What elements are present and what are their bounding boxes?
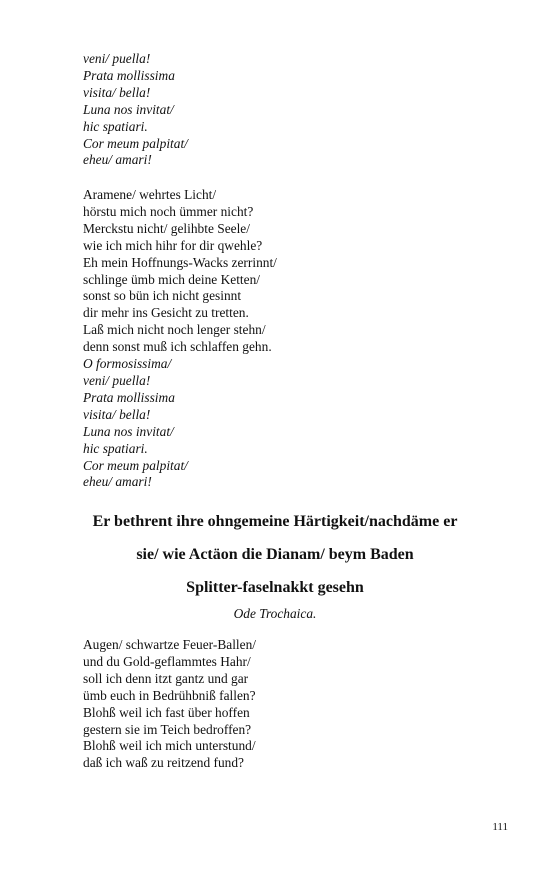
poem-line: ümb euch in Bedrühbniß fallen? [83,687,256,703]
poem-line: hic spatiari. [83,118,148,134]
latin-refrain-stanza [83,51,188,169]
poem-heading-line-2: sie/ wie Actäon die Dianam/ beym Baden [136,546,414,563]
poem-line: schlinge ümb mich deine Ketten/ [83,271,261,287]
poem-line: veni/ puella! [83,372,151,388]
aramene-stanza [83,187,277,491]
poem-line: gestern sie im Teich bedroffen? [83,721,252,737]
poem-line: eheu/ amari! [83,474,152,490]
poem-line: Aramene/ wehrtes Licht/ [83,187,217,202]
poem-line: Prata mollissima [83,389,175,405]
poem-line: Cor meum palpitat/ [83,135,188,151]
poem-line: Luna nos invitat/ [83,101,174,117]
poem-subtitle: Ode Trochaica. [233,606,317,621]
poem-line: Augen/ schwartze Feuer-Ballen/ [83,637,256,652]
poem-line: veni/ puella! [83,51,151,66]
poem-line: Blohß weil ich fast über hoffen [83,704,250,720]
poem-heading-line-3: Splitter-faselnakkt gesehn [186,579,364,596]
page-number: 111 [492,821,508,833]
poem-line: sonst so bün ich nicht gesinnt [83,288,242,304]
poem-line: dir mehr ins Gesicht zu tretten. [83,305,249,321]
poem-line: daß ich waß zu reitzend fund? [83,755,244,771]
poem-line: Prata mollissima [83,67,175,83]
poem-line: eheu/ amari! [83,152,152,168]
ode-first-stanza [83,637,256,772]
poem-line: O formosissima/ [83,356,172,372]
poem-line: hic spatiari. [83,440,148,456]
poem-line: Blohß weil ich mich unterstund/ [83,738,256,754]
poem-line: Eh mein Hoffnungs-Wacks zerrinnt/ [83,254,277,270]
poem-line: wie ich mich hihr for dir qwehle? [83,237,263,253]
poem-line: Merckstu nicht/ gelihbte Seele/ [83,220,250,236]
poem-line: Cor meum palpitat/ [83,457,188,473]
poem-line: visita/ bella! [83,84,151,100]
poem-line: Laß mich nicht noch lenger stehn/ [83,322,266,338]
poem-line: soll ich denn itzt gantz und gar [83,670,249,686]
poem-line: hörstu mich noch ümmer nicht? [83,203,254,219]
poem-line: denn sonst muß ich schlaffen gehn. [83,339,272,355]
poem-line: visita/ bella! [83,406,151,422]
poem-line: Luna nos invitat/ [83,423,174,439]
poem-line: und du Gold-geflammtes Hahr/ [83,653,251,669]
poem-heading-line-1: Er bethrent ihre ohngemeine Härtigkeit/nachdäme er [92,513,458,530]
